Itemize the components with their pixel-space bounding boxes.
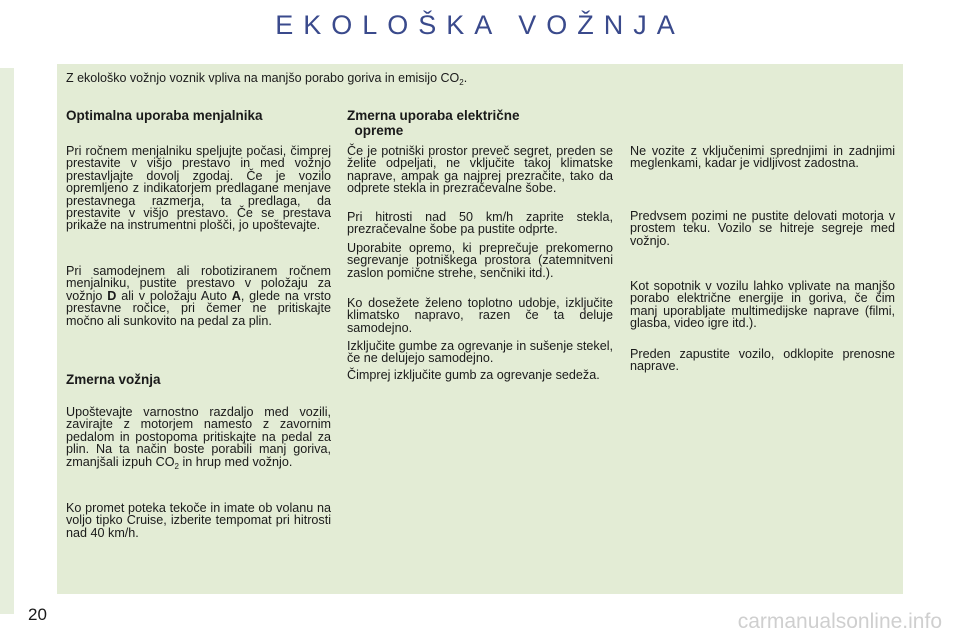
col3-paragraph-3: Kot sopotnik v vozilu lahko vplivate na manjšo porabo električne energije in goriva, če čim manj uporabljate multimedijske naprave (filmi, glasba, video igre itd.). <box>630 279 895 331</box>
intro-text: Z ekološko vožnjo voznik vpliva na manjšo porabo goriva in emisijo $CO_2$. <box>66 71 468 87</box>
driving-paragraph-1: Upoštevajte varnostno razdaljo med vozili, zavirajte z motorjem namesto z zavornim pedalom in postopoma pritiskajte na pedal za plin. Na ta način boste porabili manj goriva, zmanjšali izpuh $CO_2$ in hrup med vožnjo. <box>66 405 331 471</box>
electrical-paragraph-4: Ko dosežete želeno toplotno udobje, izključite klimatsko napravo, razen če ta deluje samodejno. <box>347 296 613 335</box>
left-edge-strip <box>0 68 14 614</box>
gearbox-paragraph-2: Pri samodejnem ali robotiziranem ročnem menjalniku, pustite prestavo v položaju za vožnjo D ali v položaju Auto A, glede na vrsto prestavne ročice, pri čemer ne pritiskajte močno ali sunkovito na pedal za plin. <box>66 264 331 328</box>
col3-paragraph-1: Ne vozite z vključenimi sprednjimi in zadnjimi meglenkami, kadar je vidljivost zadostna. <box>630 144 895 171</box>
electrical-heading: Zmerna uporaba električne opreme <box>347 108 520 138</box>
gearbox-section <box>66 108 331 123</box>
electrical-paragraph-6: Čimprej izključite gumb za ogrevanje sedeža. <box>347 368 600 382</box>
col3-paragraph-2: Predvsem pozimi ne pustite delovati motorja v prostem teku. Vozilo se hitreje segreje med vožnjo. <box>630 209 895 248</box>
electrical-paragraph-1: Če je potniški prostor preveč segret, preden se želite odpeljati, ne vključite takoj klimatske naprave, ampak ga najprej prezračite, tako da odprete stekla in prezračevalne šobe. <box>347 144 613 196</box>
page-number: 20 <box>28 605 47 624</box>
electrical-paragraph-2: Pri hitrosti nad 50 km/h zaprite stekla, prezračevalne šobe pa pustite odprte. <box>347 210 613 237</box>
electrical-paragraph-3: Uporabite opremo, ki preprečuje prekomerno segrevanje potniškega prostora (zatemnitveni zaslon pomične strehe, senčniki itd.). <box>347 241 613 280</box>
page-title: EKOLOŠKA VOŽNJA <box>275 10 685 40</box>
gearbox-paragraph-1: Pri ročnem menjalniku speljujte počasi, čimprej prestavite v višjo prestavo in med vožnjo prestavljajte dovolj zgodaj. Če je vozilo opremljeno z indikatorjem predlagane menjave prestavnega razmerja, ta predlaga, da prestavite v višjo prestavo. Če se prestava prikaže na instrumentni plošči, jo upoštevajte. <box>66 144 331 233</box>
electrical-section <box>347 108 613 138</box>
watermark: carmanualsonline.info <box>737 610 942 633</box>
col3-paragraph-4: Preden zapustite vozilo, odklopite prenosne naprave. <box>630 347 895 374</box>
driving-heading: Zmerna vožnja <box>66 372 161 387</box>
driving-section <box>66 372 331 387</box>
gearbox-heading: Optimalna uporaba menjalnika <box>66 108 263 123</box>
electrical-paragraph-5: Izključite gumbe za ogrevanje in sušenje stekel, če ne delujejo samodejno. <box>347 339 614 366</box>
driving-paragraph-2: Ko promet poteka tekoče in imate ob volanu na voljo tipko Cruise, izberite tempomat pri hitrosti nad 40 km/h. <box>66 501 331 540</box>
